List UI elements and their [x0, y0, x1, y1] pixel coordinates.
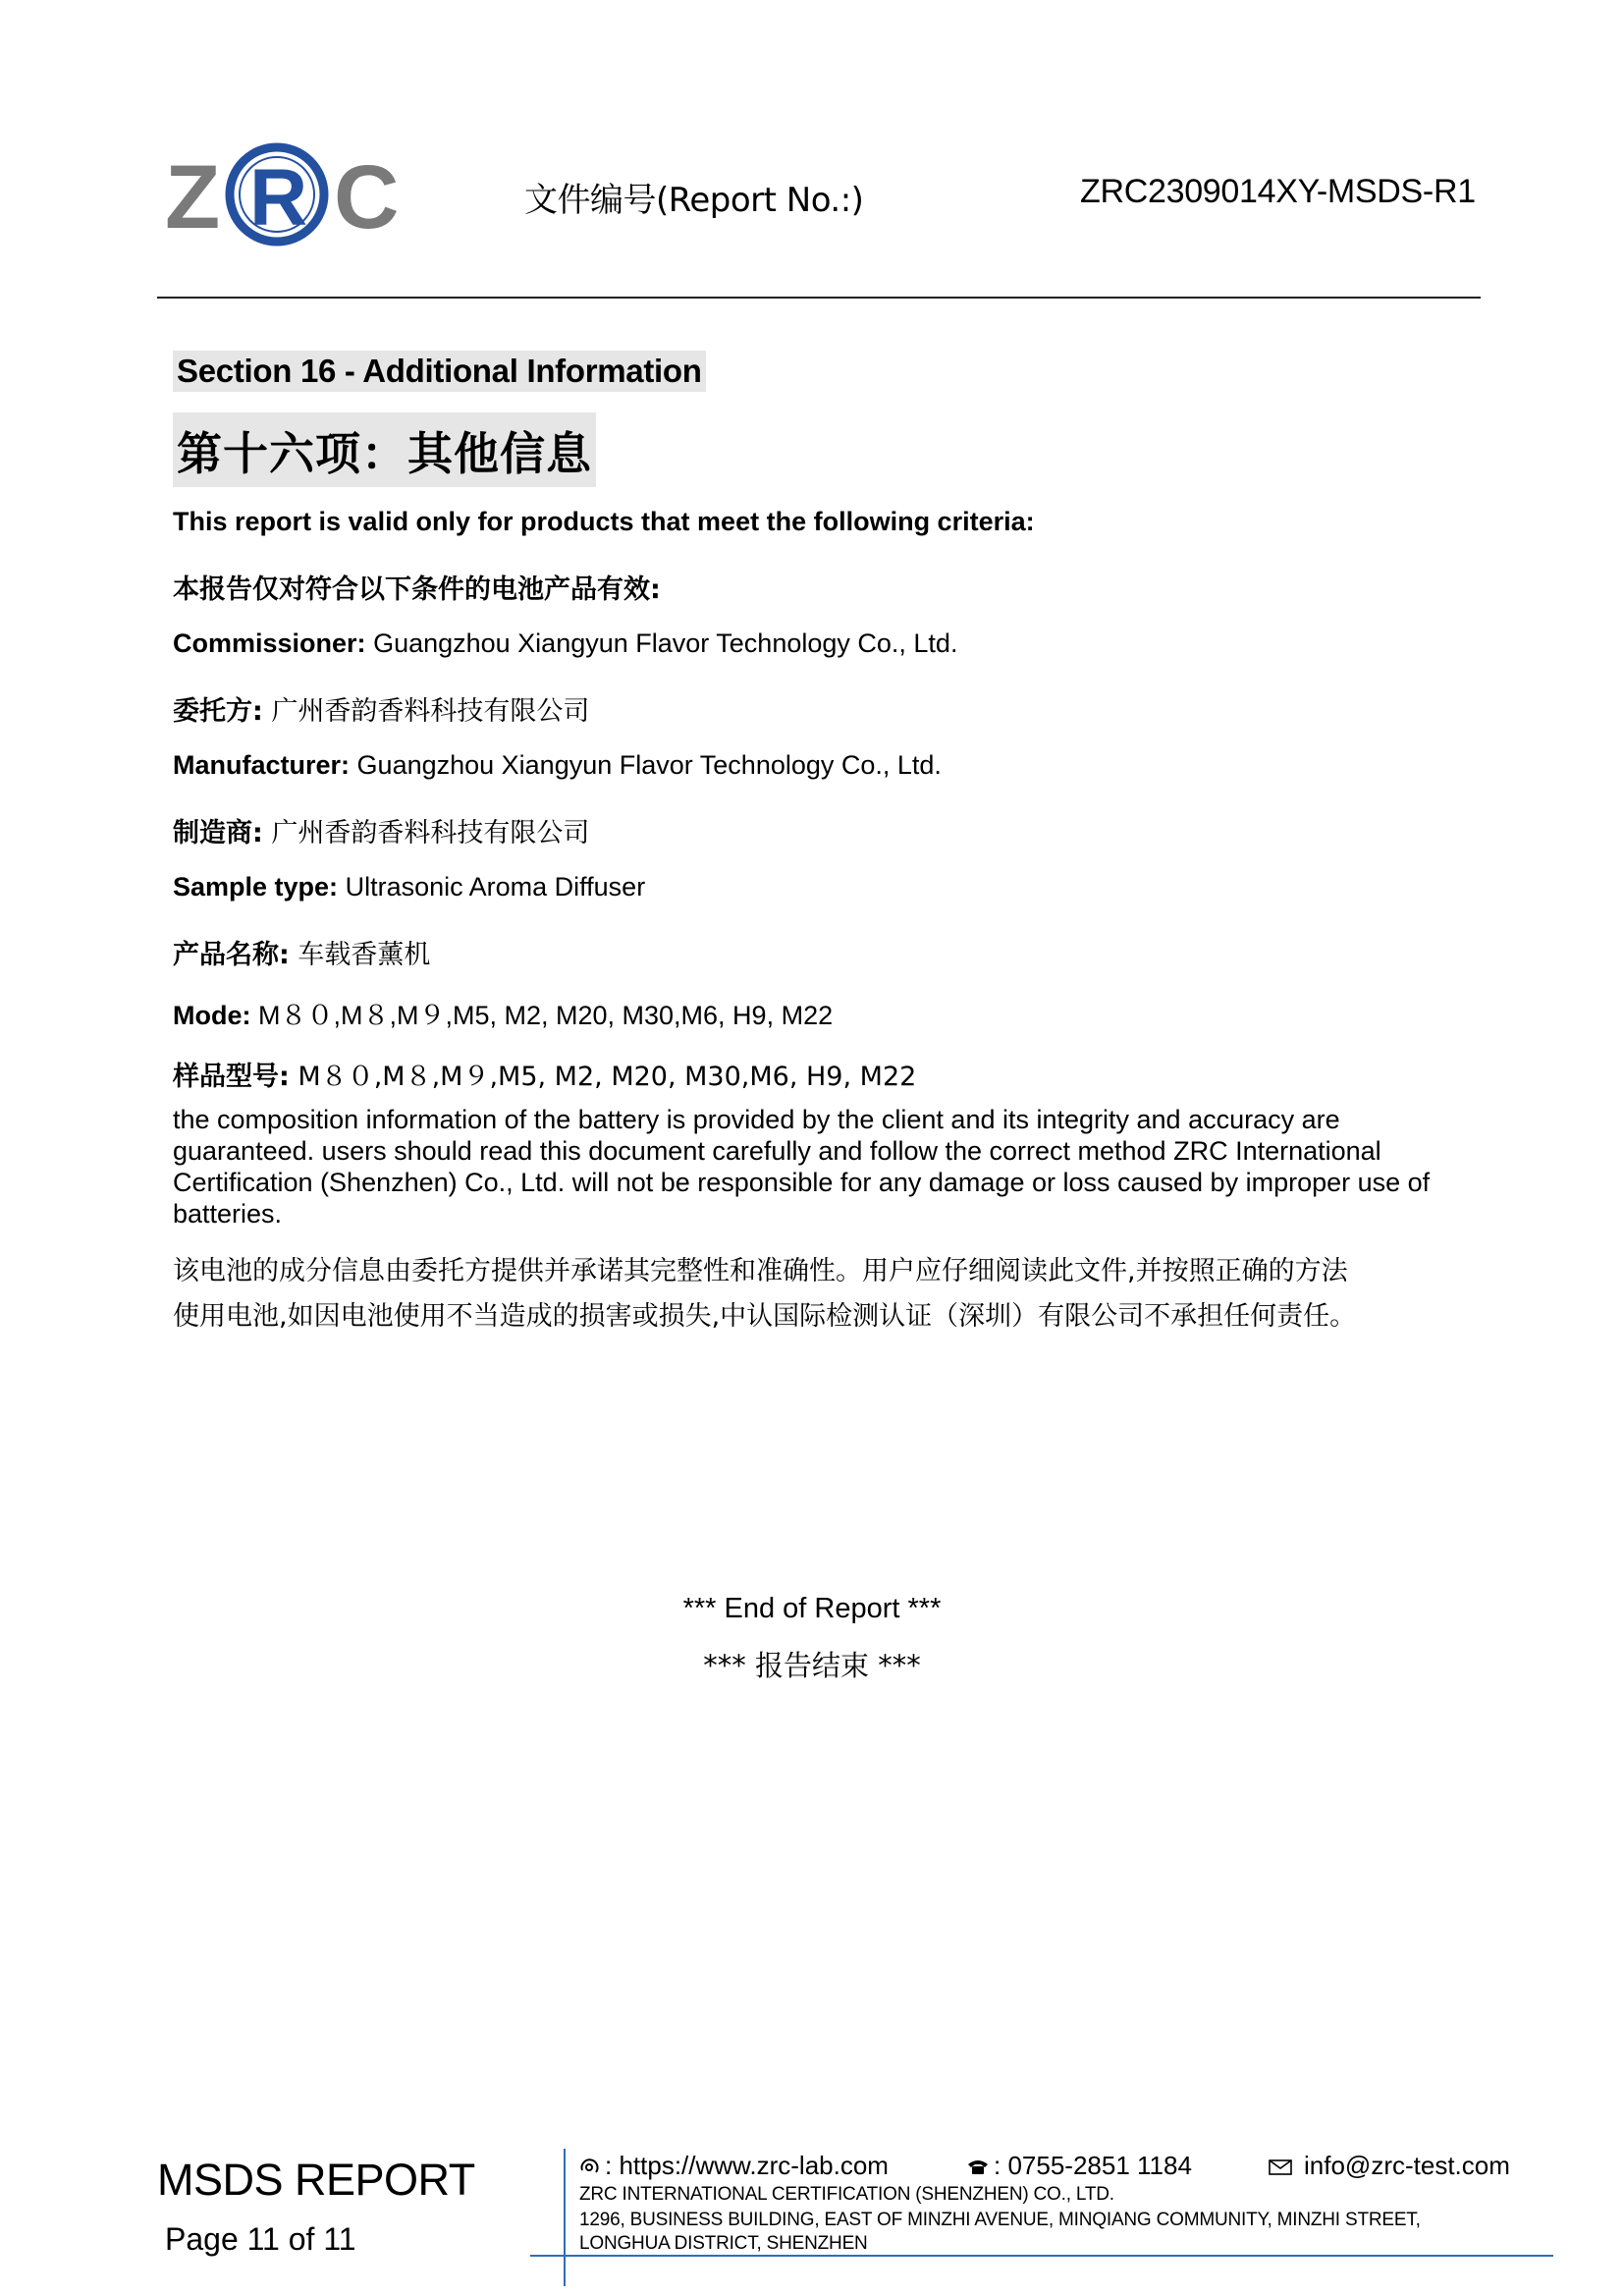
- footer-horizontal-divider: [530, 2255, 1553, 2257]
- report-no-label: 文件编号(Report No.:): [524, 181, 864, 220]
- field-mode: [173, 994, 833, 1032]
- field-model-zh: [173, 1055, 916, 1093]
- criteria-en: This report is valid only for products that meet the following criteria:: [173, 507, 1035, 536]
- phone-icon: [966, 2158, 990, 2176]
- field-value: Ultrasonic Aroma Diffuser: [345, 872, 646, 902]
- field-label: Sample type:: [173, 872, 339, 902]
- section-title-zh: 第十六项：其他信息: [173, 412, 596, 487]
- disclaimer-zh-line2: 使用电池,如因电池使用不当造成的损害或损失,中认国际检测认证（深圳）有限公司不承担任何责任。: [173, 1301, 1357, 1332]
- end-of-report-en: *** End of Report ***: [682, 1593, 942, 1624]
- field-label: 产品名称:: [173, 940, 290, 970]
- page-number: Page 11 of 11: [165, 2221, 356, 2257]
- field-manufacturer: [173, 750, 942, 781]
- field-value: Guangzhou Xiangyun Flavor Technology Co., Ltd.: [356, 750, 942, 780]
- field-value: 广州香韵香料科技有限公司: [271, 696, 590, 727]
- field-label: Mode:: [173, 1001, 251, 1030]
- criteria-zh: 本报告仅对符合以下条件的电池产品有效:: [173, 574, 661, 605]
- disclaimer-en: the composition information of the battery is provided by the client and its integrity and accuracy are guaranteed. users should read this document carefully and follow the correct method ZRC International Certification (Shenzhen) Co., Ltd. will not be responsible for any damage or loss caused by improper use of batteries.: [173, 1105, 1431, 1229]
- field-value: 广州香韵香料科技有限公司: [271, 818, 590, 848]
- report-no-value: ZRC2309014XY-MSDS-R1: [1080, 173, 1476, 210]
- section-title-en: Section 16 - Additional Information: [173, 351, 706, 392]
- field-manufacturer-zh: [173, 811, 589, 849]
- email-text: info@zrc-test.com: [1304, 2151, 1510, 2180]
- footer-website[interactable]: [579, 2151, 889, 2181]
- field-value: Guangzhou Xiangyun Flavor Technology Co., Ltd.: [373, 628, 958, 658]
- field-value: M８０,M８,M９,M5, M2, M20, M30,M6, H9, M22: [258, 1001, 834, 1030]
- disclaimer-zh-line1: 该电池的成分信息由委托方提供并承诺其完整性和准确性。用户应仔细阅读此文件,并按照正确的方法: [173, 1256, 1348, 1286]
- field-commissioner-zh: [173, 689, 589, 728]
- header-divider: [157, 297, 1481, 299]
- end-of-report-zh: *** 报告结束 ***: [703, 1649, 921, 1682]
- footer-email[interactable]: [1269, 2151, 1510, 2181]
- footer-phone: [966, 2151, 1192, 2181]
- footer-vertical-divider: [564, 2149, 566, 2286]
- footer-address-line2: LONGHUA DISTRICT, SHENZHEN: [579, 2233, 868, 2254]
- zrc-logo: [165, 137, 401, 255]
- field-label: Manufacturer:: [173, 750, 351, 780]
- footer-report-title: MSDS REPORT: [157, 2155, 475, 2205]
- field-value: 车载香薰机: [298, 940, 431, 970]
- field-value: M８０,M８,M９,M5, M2, M20, M30,M6, H9, M22: [298, 1062, 917, 1092]
- footer-company: ZRC INTERNATIONAL CERTIFICATION (SHENZHEN) CO., LTD.: [579, 2184, 1114, 2205]
- field-label: 委托方:: [173, 696, 263, 727]
- svg-text:R: R: [249, 153, 308, 243]
- field-product-name-zh: [173, 933, 430, 971]
- web-icon: [579, 2158, 601, 2177]
- field-sample-type: [173, 872, 645, 902]
- field-commissioner: [173, 628, 957, 659]
- field-label: 样品型号:: [173, 1062, 290, 1092]
- mail-icon: [1269, 2159, 1292, 2175]
- phone-text: : 0755-2851 1184: [994, 2151, 1192, 2180]
- website-text: : https://www.zrc-lab.com: [605, 2151, 889, 2180]
- field-label: Commissioner:: [173, 628, 366, 658]
- svg-text:C: C: [334, 147, 400, 247]
- field-label: 制造商:: [173, 818, 263, 848]
- svg-text:Z: Z: [165, 147, 221, 247]
- footer-address-line1: 1296, BUSINESS BUILDING, EAST OF MINZHI AVENUE, MINQIANG COMMUNITY, MINZHI STREET,: [579, 2210, 1421, 2230]
